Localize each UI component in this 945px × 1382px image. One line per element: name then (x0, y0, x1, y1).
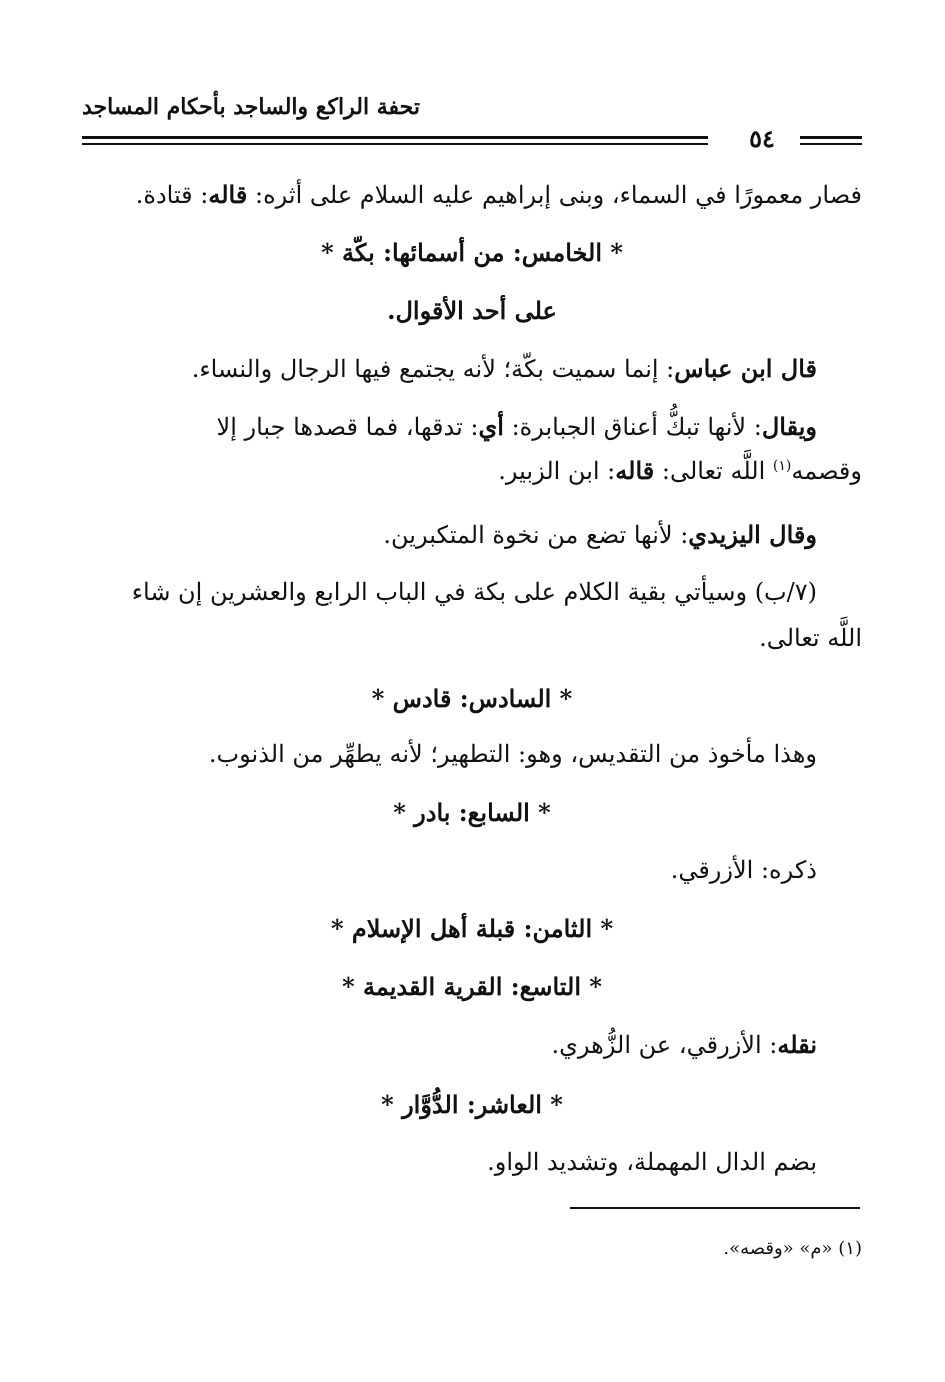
section-heading: * العاشر: الدُّوَّار * (381, 1090, 563, 1119)
text-run: : ابن الزبير. (498, 457, 616, 485)
bold-label: قاله (208, 180, 248, 209)
footnote-divider (570, 1207, 860, 1209)
page-number: ٥٤ (749, 124, 775, 153)
paragraph-line: اللَّه تعالى. (759, 624, 862, 652)
paragraph-line: وهذا مأخوذ من التقديس، وهو: التطهير؛ لأنه يطهِّر من الذنوب. (208, 740, 817, 768)
bold-label: قال ابن عباس (674, 354, 817, 383)
section-heading: * الخامس: من أسمائها: بكّة * (321, 238, 623, 267)
section-heading: * التاسع: القرية القديمة * (342, 972, 602, 1001)
header-rule-right (800, 136, 862, 139)
text-run: وقصمه (791, 457, 862, 485)
text-run: : قتادة. (135, 181, 209, 209)
text-run: : الأزرقي، عن الزُّهري. (551, 1031, 778, 1059)
section-heading: * الثامن: قبلة أهل الإسلام * (330, 914, 614, 943)
paragraph-line (82, 180, 862, 209)
bold-label: وقال اليزيدي (688, 520, 817, 549)
text-run: فصار معمورًا في السماء، وبنى إبراهيم عليه السلام على أثره: (254, 181, 862, 209)
bold-label: قاله (615, 456, 655, 485)
paragraph-line (82, 1030, 817, 1059)
header-rule-thin (82, 143, 708, 145)
section-heading: * السابع: بادر * (393, 798, 551, 827)
bold-label: نقله (777, 1030, 817, 1059)
text-run: : لأنها تبكُّ أعناق الجبابرة: (511, 413, 762, 441)
text-run: : تدقها، فما قصدها جبار إلا (216, 413, 479, 441)
header-rule-right-thin (800, 143, 862, 145)
running-header-title: تحفة الراكع والساجد بأحكام المساجد (82, 94, 420, 120)
header-rule (82, 136, 708, 139)
paragraph-line: بضم الدال المهملة، وتشديد الواو. (487, 1148, 817, 1176)
bold-label: أي (478, 412, 504, 441)
paragraph-line (82, 520, 817, 549)
text-run: اللَّه تعالى: (661, 457, 773, 485)
paragraph-line: ذكره: الأزرقي. (670, 856, 817, 884)
paragraph-line (82, 456, 862, 485)
paragraph-line (82, 412, 817, 441)
paragraph-line (82, 354, 817, 383)
text-run: : لأنها تضع من نخوة المتكبرين. (383, 521, 689, 549)
section-heading: * السادس: قادس * (371, 684, 573, 713)
text-run: : إنما سميت بكّة؛ لأنه يجتمع فيها الرجال والنساء. (191, 355, 675, 383)
footnote: (١) «م» «وقصه». (723, 1238, 862, 1259)
footnote-marker: (١) (772, 458, 792, 474)
section-subheading: على أحد الأقوال. (387, 296, 557, 325)
bold-label: ويقال (761, 412, 817, 441)
paragraph-line: (٧/ب) وسيأتي بقية الكلام على بكة في الباب الرابع والعشرين إن شاء (131, 578, 817, 606)
